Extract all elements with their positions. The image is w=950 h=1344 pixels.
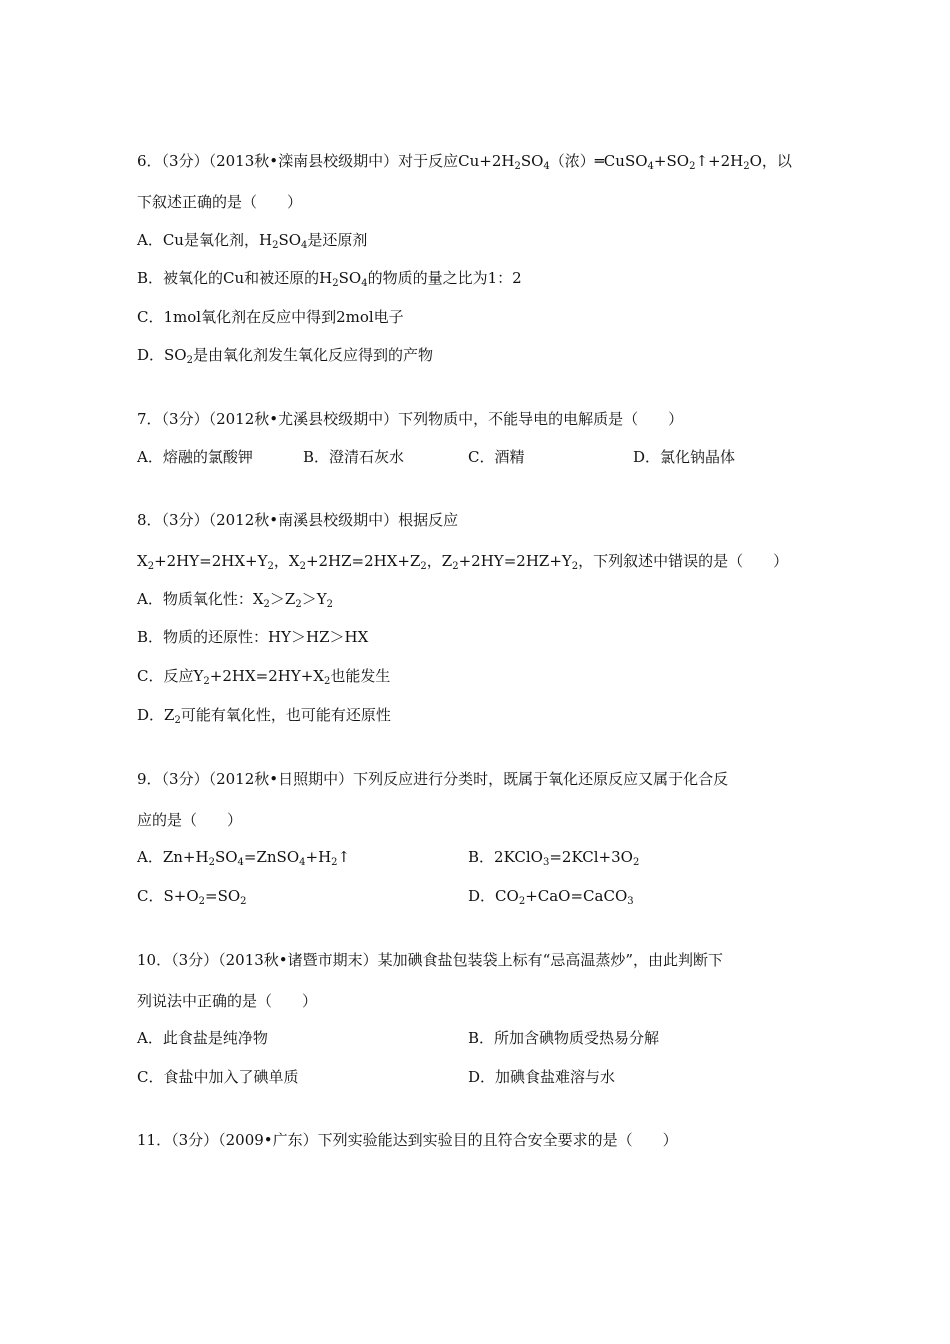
q9-option-d: D．$CO_2+CaO=CaCO_3$ xyxy=(468,887,634,907)
q9-option-c: C．$S+O_2=SO_2$ xyxy=(137,887,247,907)
q7-option-d: D．氯化钠晶体 xyxy=(633,448,736,466)
q10-option-a: A．此食盐是纯净物 xyxy=(137,1029,268,1047)
q6-option-d: D．$SO_2$是由氧化剂发生氧化反应得到的产物 xyxy=(137,346,433,366)
q9-option-a: A．$Zn+H_2SO_4=ZnSO_4+H_2↑$ xyxy=(137,848,351,868)
q9-option-b: B．$2KClO_3=2KCl+3O_2$ xyxy=(468,848,640,868)
q6-option-c: C．1mol氧化剂在反应中得到2mol电子 xyxy=(137,308,404,326)
q10-stem-cont: 列说法中正确的是（ ） xyxy=(137,992,318,1010)
q8-option-d: D．$Z_2$可能有氧化性，也可能有还原性 xyxy=(137,706,391,726)
q8-option-b: B．物质的还原性：HY＞HZ＞HX xyxy=(137,628,369,646)
q6-option-a: A．Cu是氧化剂，$H_2SO_4$是还原剂 xyxy=(137,231,368,251)
q8-equations: $X_2+2HY=2HX+Y_2$，$X_2+2HZ=2HX+Z_2$，$Z_2+2HY=2HZ+Y_2$，下列叙述中错误的是（ ） xyxy=(137,552,789,572)
q6-option-b: B．被氧化的Cu和被还原的$H_2SO_4$的物质的量之比为1：2 xyxy=(137,269,522,289)
q10-option-c: C．食盐中加入了碘单质 xyxy=(137,1068,299,1086)
q10-option-b: B．所加含碘物质受热易分解 xyxy=(468,1029,660,1047)
q8-stem: 8．（3分）（2012秋•南溪县校级期中）根据反应 xyxy=(137,511,459,529)
q8-option-a: A．物质氧化性：$X_2>Z_2>Y_2$ xyxy=(137,590,333,610)
q6-stem: 6．（3分）（2013秋•滦南县校级期中）对于反应$Cu+2H_2SO_4$（浓）$═CuSO_4+SO_2↑+2H_2O$，以 xyxy=(137,152,792,172)
q9-stem-cont: 应的是（ ） xyxy=(137,811,243,829)
q7-option-b: B．澄清石灰水 xyxy=(303,448,405,466)
q8-option-c: C．反应$Y_2+2HX=2HY+X_2$也能发生 xyxy=(137,667,391,687)
q10-option-d: D．加碘食盐难溶与水 xyxy=(468,1068,616,1086)
q11-stem: 11．（3分）（2009•广东）下列实验能达到实验目的且符合安全要求的是（ ） xyxy=(137,1131,678,1149)
q10-stem: 10．（3分）（2013秋•诸暨市期末）某加碘食盐包装袋上标有“忌高温蒸炒”，由此判断下 xyxy=(137,951,723,969)
q6-stem-cont: 下叙述正确的是（ ） xyxy=(137,193,303,211)
q7-stem: 7．（3分）（2012秋•尤溪县校级期中）下列物质中，不能导电的电解质是（ ） xyxy=(137,410,684,428)
q7-option-a: A．熔融的氯酸钾 xyxy=(137,448,253,466)
q7-option-c: C．酒精 xyxy=(468,448,525,466)
q9-stem: 9．（3分）（2012秋•日照期中）下列反应进行分类时，既属于氧化还原反应又属于化合反 xyxy=(137,770,729,788)
